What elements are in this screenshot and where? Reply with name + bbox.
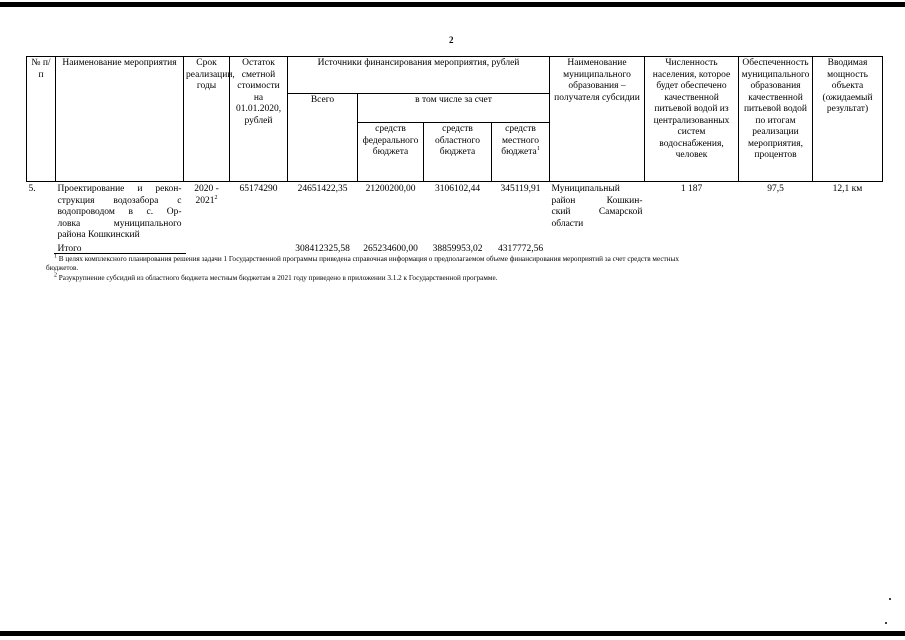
totals-regional: 38859953,02 [432, 243, 483, 254]
footnote-separator [54, 253, 186, 254]
header-name: Наименование мероприятия [56, 57, 184, 182]
row-federal: 21200200,00 [365, 184, 416, 194]
top-border [0, 2, 905, 7]
row-provision: 97,5 [767, 184, 784, 194]
header-sources: Источники финансирования мероприятия, рублей [288, 57, 550, 94]
footnote-1-cont: бюджетов. [46, 264, 79, 272]
row-recipient-line: Муниципальный [551, 184, 620, 194]
row-recipient-line: ский Самарской [551, 207, 643, 217]
row-name [56, 182, 184, 242]
row-recipient [550, 182, 645, 242]
row-total: 24651422,35 [297, 184, 348, 194]
row-remaining: 65174290 [239, 184, 278, 194]
totals-total: 308412325,58 [295, 243, 350, 254]
header-total: Всего [288, 94, 358, 182]
row-name-line: струкция водозабора с [57, 195, 182, 206]
row-local: 345119,91 [500, 184, 541, 194]
header-provision: Обеспеченность муниципального образования качественной питьевой водой по итогам реализации мероприятия, процентов [739, 57, 813, 182]
row-population: 1 187 [680, 184, 703, 194]
header-num: № п/п [27, 57, 56, 182]
row-name-line: Проектирование и рекон- [57, 184, 182, 194]
row-name-line: водопроводом в с. Ор- [57, 207, 182, 217]
footnote-1-mark: 1 [54, 253, 57, 260]
header-regional: средств областного бюджета [424, 123, 492, 182]
footnote-ref-2: 2 [214, 194, 218, 201]
row-name-line: района Кошкинский [57, 230, 140, 240]
totals-label: Итого [57, 243, 82, 254]
row-recipient-line: район Кошкин- [551, 195, 643, 206]
row-period-start: 2020 - [194, 184, 219, 194]
header-remaining: Остаток сметной стоимости на 01.01.2020, рублей [230, 57, 288, 182]
footnote-1 [54, 255, 884, 264]
footnote-2-text: Разукрупнение субсидий из областного бюджета местным бюджетам в 2021 году приведено в приложении 3.1.2 к Государственной программе. [58, 274, 498, 282]
header-federal: средств федерального бюджета [358, 123, 424, 182]
row-capacity: 12,1 км [832, 184, 863, 194]
page-number: 2 [449, 35, 454, 45]
row-recipient-line: области [551, 218, 584, 229]
header-population: Численность населения, которое будет обеспечено качественной питьевой водой из централизованных систем водоснабжения, человек [645, 57, 739, 182]
footnote-1-text: В целях комплексного планирования решения задачи 1 Государственной программы приведена справочная информация о предполагаемом объеме финансирования мероприятий за счет средств местных [58, 255, 679, 263]
header-period: Срок реализации, годы [184, 57, 230, 182]
totals-federal: 265234600,00 [363, 243, 418, 254]
bottom-border [0, 631, 905, 636]
scan-speck [889, 598, 891, 600]
row-name-line: ловка муниципального [57, 218, 182, 229]
scan-speck [885, 622, 887, 624]
row-regional: 3106102,44 [434, 184, 481, 194]
footnote-2-mark: 2 [54, 272, 57, 279]
header-capacity: Вводимая мощность объекта (ожидаемый результат) [813, 57, 883, 182]
totals-local: 4317772,56 [497, 243, 544, 254]
header-recipient: Наименование муниципального образования – получателя субсидии [550, 57, 645, 182]
header-local: средств местного бюджета$^1$ [492, 123, 550, 182]
header-including: в том числе за счет [358, 94, 550, 123]
table-row [27, 182, 883, 242]
financing-table [26, 56, 883, 256]
row-period-end: 2021$^2$ [195, 194, 218, 206]
footnote-2 [54, 274, 884, 283]
footnote-ref-1: 1 [536, 145, 540, 152]
row-period [184, 182, 230, 242]
row-num: 5. [28, 184, 36, 194]
